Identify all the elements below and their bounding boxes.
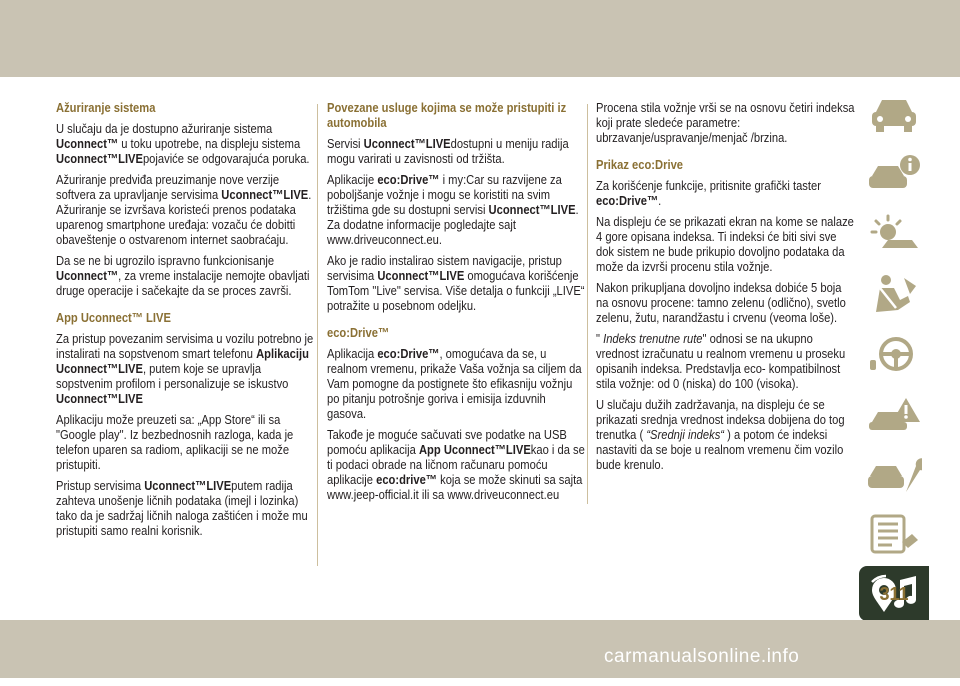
paragraph: Ažuriranje predviđa preuzimanje nove verzije softvera za upravljanje servisima Uconnect™LIVE. Ažuriranje se izvršava koristeći prenos podataka uparenog smartphone uređaja: vozaču će dobitti obaveštenje o ostvarenom internet saobraćaju. [56,172,312,247]
tab-driving[interactable] [859,326,929,381]
paragraph: U slučaju da je dostupno ažuriranje sistema Uconnect™ u toku upotrebe, na displeju sistema Uconnect™LIVEpojaviće se odgovarajuća poruka. [56,121,310,166]
paragraph: U slučaju dužih zadržavanja, na displeju će se prikazati srednja vrednost indeksa dobijena do tog trenutka ( “Srednji indeks“ ) a potom će indeksi nastaviti da se boje u realnom vremenu čim vozilo bude krenulo. [596,397,845,472]
paragraph: " Indeks trenutne rute" odnosi se na ukupno vrednost izračunatu u realnom vremenu u proseku opisanih indeksa. Predstavlja eco- kompatibilnost stila vožnje: od 0 (niska) do 100 (visoka). [596,331,846,391]
paragraph: Takođe je moguće sačuvati sve podatke na USB pomoću aplikacija App Uconnect™LIVEkao i da se ti podaci obrade na ličnom računaru pomoću aplikacije eco:drive™ koja se može skinuti sa sajta www.jeep-official.it ili sa www.driveuconnect.eu [327,427,585,502]
column-2 [327,100,587,508]
paragraph: Pristup servisima Uconnect™LIVEputem radija zahteva unošenje ličnih podataka (imejl i lozinka) tako da je sadržaj ličnih naloga zaštićen i može mu pristupiti samo realni korisnik. [56,478,308,538]
paragraph: Nakon prikupljana dovoljno indeksa dobiće 5 boja na osnovu procene: tamno zelenu (odlično), svetlo zelenu, žutu, narandžastu i crvenu (veoma loše). [596,280,846,325]
tab-car-info[interactable] [859,146,929,201]
paragraph: Aplikacija eco:Drive™, omogućava da se, u realnom vremenu, prikaže Vaša vožnja sa ciljem da Vam pomogne da postignete što efikasniju vožnju po pitanju potrošnje goriva i emisija izduvnih gasova. [327,346,582,421]
top-band [0,0,960,77]
heading-connected-services: Povezane usluge kojima se može pristupiti iz automobila [327,100,567,130]
page-number: 311 [879,584,909,604]
paragraph: Da se ne bi ugrozilo ispravno funkcionisanje Uconnect™, za vreme instalacije nemojte obavljati druge operacije i sačekajte da se proces završi. [56,253,310,298]
paragraph: Servisi Uconnect™LIVEdostupni u meniju radija mogu varirati u zavisnosti od tržišta. [327,136,569,166]
heading-eco-drive-display: Prikaz eco:Drive [596,157,684,172]
heading-eco-drive: eco:Drive™ [327,325,390,340]
car-info-icon [866,152,922,196]
paragraph: Procena stila vožnje vrši se na osnovu četiri indeksa koji prate sledeće parametre: ubrzavanje/uspravanje/menjač /brzina. [596,100,855,145]
column-3 [596,100,856,478]
specs-list-icon [866,512,922,556]
paragraph: Aplikaciju može preuzeti sa: „App Store“ ili sa "Google play". Iz bezbednosnih razloga, kada je telefon uparen sa radiom, aplikaciji se ne može pristupiti. [56,412,294,472]
column-divider [587,104,588,504]
tab-specs[interactable] [859,506,929,561]
seatbelt-person-icon [866,272,922,316]
lights-icon [866,212,922,256]
warning-car-icon [866,392,922,436]
paragraph: Aplikacije eco:Drive™ i my:Car su razvijene za poboljšanje vožnje i mogu se koristiti na svim tržištima gde su dostupni servisi Uconnect™LIVE. Za dodatne informacije pogledajte sajt www.driveuconnect.eu. [327,172,579,247]
paragraph: Ako je radio instalirao sistem navigacije, pristup servisima Uconnect™LIVE omogućava korišćenje TomTom "Live" servisa. Više detalja o funkciji „LIVE“ potražite u posebnom odeljku. [327,253,585,313]
tab-dashboard[interactable] [859,86,929,141]
watermark: carmanualsonline.info [604,646,800,667]
column-1 [56,100,314,544]
car-dashboard-icon [866,92,922,136]
paragraph: Za korišćenje funkcije, pritisnite grafički taster eco:Drive™. [596,178,821,208]
heading-app-uconnect: App Uconnect™ LIVE [56,310,171,325]
heading-system-update: Ažuriranje sistema [56,100,156,115]
bottom-band [0,620,960,678]
tab-safety[interactable] [859,266,929,321]
tab-emergency[interactable] [859,386,929,441]
steering-wheel-icon [866,332,922,376]
paragraph: Za pristup povezanim servisima u vozilu potrebno je instalirati na sopstvenom smart telefonu Aplikaciju Uconnect™LIVE, putem koje se upravlja sopstvenim profilom i personalizuje se iskustvo Uconnect™LIVE [56,331,314,406]
paragraph: Na displeju će se prikazati ekran na kome se nalaze 4 gore opisana indeksa. Ti indeksi će biti sivi sve dok sistem ne bude prikupio dovoljno podataka da može da izvrši procenu stila vožnje. [596,214,854,274]
column-divider [317,104,318,566]
tab-service[interactable] [859,446,929,501]
tab-lights[interactable] [859,206,929,261]
wrench-car-icon [866,452,922,496]
